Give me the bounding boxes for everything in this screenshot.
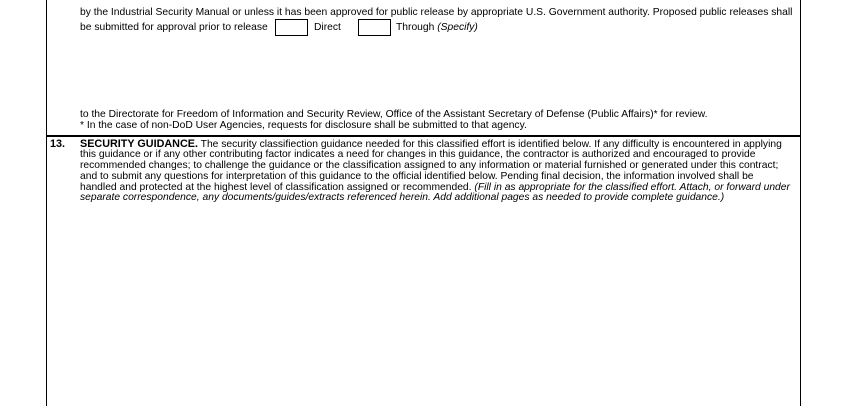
item-number: 13.	[50, 138, 66, 150]
through-checkbox[interactable]	[358, 19, 391, 36]
direct-checkbox[interactable]	[275, 19, 308, 36]
guidance-entry-area[interactable]	[80, 210, 796, 400]
non-dod-footnote: * In the case of non-DoD User Agencies, requests for disclosure shall be submitted to that agency.	[80, 120, 527, 131]
directorate-text: to the Directorate for Freedom of Information and Security Review, Office of the Assistant Secretary of Defense (Public Affairs)* for review.	[80, 109, 708, 120]
guidance-line-4: and to submit any questions for interpretation of this guidance to the official identified below. Pending final decision, the information involved shall be	[80, 170, 754, 182]
guidance-line-6: separate correspondence, any documents/guides/extracts referenced herein. Add additional pages as needed to provide complete guidance.)	[80, 192, 725, 204]
direct-label: Direct	[314, 22, 341, 33]
security-guidance-heading: SECURITY GUIDANCE.	[80, 138, 198, 150]
section-divider	[46, 135, 801, 137]
through-specify-hint: (Specify)	[437, 22, 478, 33]
guidance-line-1: SECURITY GUIDANCE. The security classifiection guidance needed for this classified effort is identified below. If any difficulty is encountered in applying	[80, 138, 782, 150]
security-guidance-text	[80, 139, 790, 204]
guidance-line-2: this guidance or if any other contributing factor indicates a need for changes in this guidance, the contractor is authorized and encouraged to provide	[80, 148, 756, 160]
release-text-line2: be submitted for approval prior to release	[80, 22, 268, 33]
release-text-line1: by the Industrial Security Manual or unless it has been approved for public release by appropriate U.S. Government authority. Proposed public releases shall	[80, 7, 793, 18]
through-label: Through (Specify)	[396, 22, 478, 33]
guidance-line-3: recommended changes; to challenge the guidance or the classification assigned to any information or material furnished or generated under this contract;	[80, 159, 779, 171]
guidance-line-5: handled and protected at the highest level of classification assigned or recommended. (Fill in as appropriate for the classified effort. Attach, or forward under	[80, 181, 790, 193]
